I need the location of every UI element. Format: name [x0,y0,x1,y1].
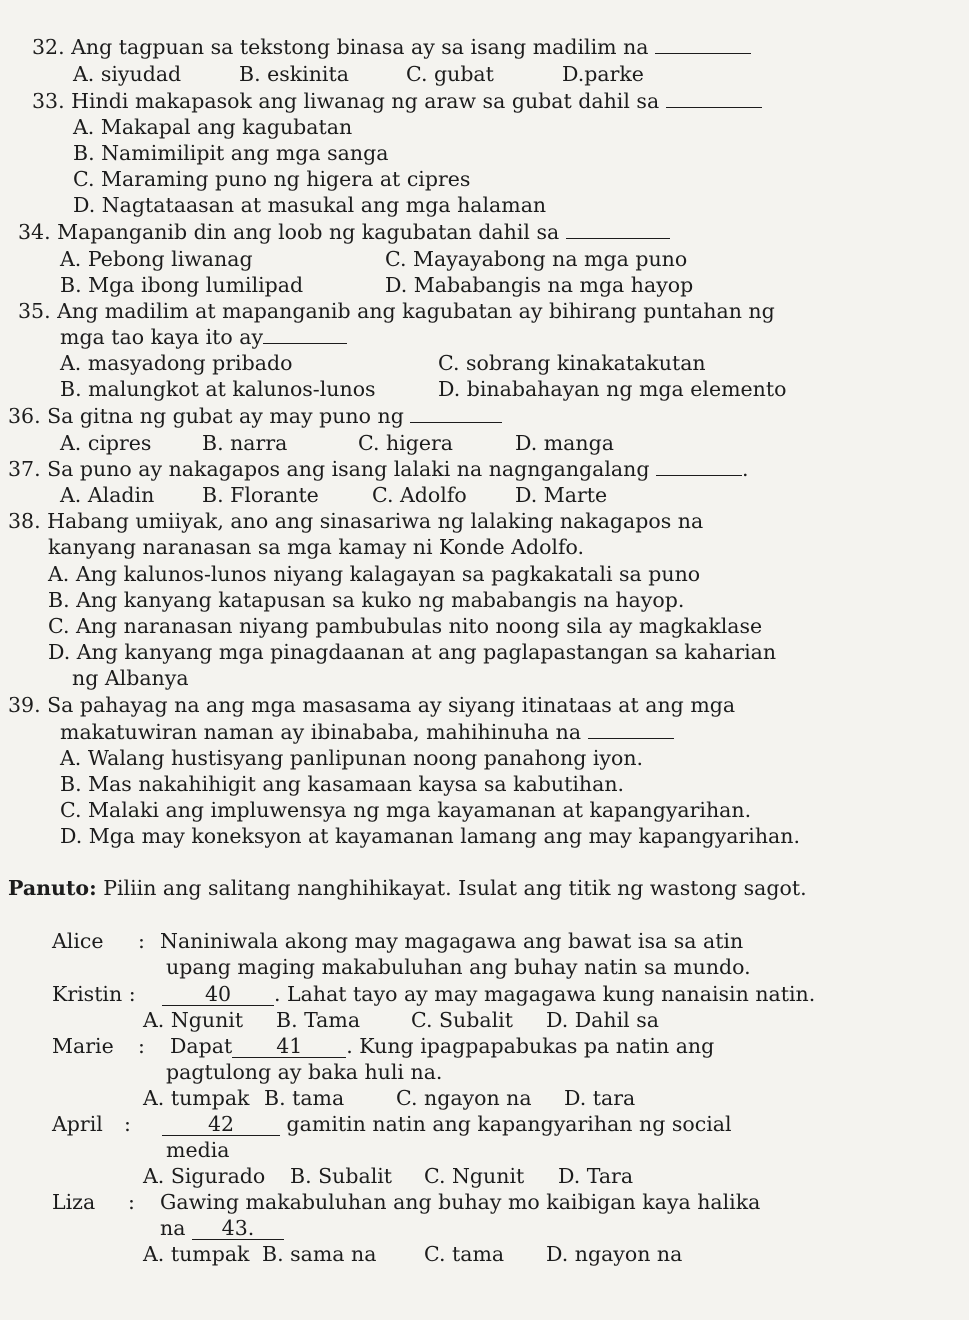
question-33-stem: 33. Hindi makapasok ang liwanag ng araw sa gubat dahil sa [32,88,762,114]
colon: : [138,929,145,953]
option: D. manga [515,431,614,455]
april-line-cont: media [166,1138,230,1162]
option: D. Marte [515,483,608,507]
option: B. Mas nakahihigit ang kasamaan kaysa sa kabutihan. [60,772,625,796]
question-36-stem: 36. Sa gitna ng gubat ay may puno ng [8,403,502,429]
option: A. cipres [60,431,152,455]
speaker-alice: Alice [52,929,104,953]
option: A. tumpak [143,1086,250,1110]
option: A. Aladin [60,483,155,507]
option: D. Mga may koneksyon at kayamanan lamang ang may kapangyarihan. [60,824,800,848]
question-38-stem-cont: kanyang naranasan sa mga kamay ni Konde Adolfo. [48,535,585,559]
option: A. masyadong pribado [60,351,293,375]
marie-line: Dapat 41 . Kung ipagpapabukas pa natin ang [170,1034,715,1058]
option: C. tama [424,1242,505,1266]
answer-blank [666,89,762,108]
question-34-stem: 34. Mapanganib din ang loob ng kagubatan dahil sa [18,219,670,245]
answer-blank [588,720,674,739]
answer-blank [655,35,751,54]
option: B. sama na [262,1242,377,1266]
option: B. tama [264,1086,345,1110]
colon: : [138,1034,145,1058]
question-35-stem-cont: mga tao kaya ito ay [60,324,347,350]
option: C. Ang naranasan niyang pambubulas nito noong sila ay magkaklase [48,614,763,638]
option: B. Namimilipit ang mga sanga [73,141,389,165]
april-line: 42 gamitin natin ang kapangyarihan ng social [162,1111,732,1137]
colon: : [128,1190,135,1214]
option: C. gubat [406,62,494,86]
option: C. Subalit [411,1008,513,1032]
colon: : [124,1112,131,1136]
question-32-stem: 32. Ang tagpuan sa tekstong binasa ay sa isang madilim na [32,34,751,60]
alice-line-cont: upang maging makabuluhan ang buhay natin sa mundo. [166,955,751,979]
answer-blank-42: 42 [162,1113,280,1136]
liza-line-cont: na 43. [160,1215,284,1241]
option: A. Pebong liwanag [60,247,253,271]
option: A. tumpak [143,1242,250,1266]
option-cont: ng Albanya [72,666,189,690]
marie-line-cont: pagtulong ay baka huli na. [166,1060,443,1084]
answer-blank [410,404,502,423]
option: C. Maraming puno ng higera at cipres [73,167,471,191]
option: C. Malaki ang impluwensya ng mga kayamanan at kapangyarihan. [60,798,752,822]
option: C. Ngunit [424,1164,525,1188]
option: D. tara [564,1086,636,1110]
question-38-stem: 38. Habang umiiyak, ano ang sinasariwa ng lalaking nakagapos na [8,509,704,533]
question-39-stem-cont: makatuwiran naman ay ibinababa, mahihinuha na [60,719,674,745]
directions: Panuto: Piliin ang salitang nanghihikayat. Isulat ang titik ng wastong sagot. [8,876,807,900]
option: A. Ang kalunos-lunos niyang kalagayan sa pagkakatali sa puno [48,562,701,586]
option: A. Makapal ang kagubatan [73,115,353,139]
option: D. binabahayan ng mga elemento [438,377,787,401]
speaker-april: April [52,1112,103,1136]
option: D. Ang kanyang mga pinagdaanan at ang paglapastangan sa kaharian [48,640,777,664]
option: B. malungkot at kalunos-lunos [60,377,376,401]
liza-line: Gawing makabuluhan ang buhay mo kaibigan kaya halika [160,1190,761,1214]
option: A. siyudad [73,62,182,86]
answer-blank [263,325,347,344]
option: C. higera [358,431,454,455]
answer-blank [566,220,670,239]
option: D.parke [562,62,644,86]
option: B. Tama [276,1008,361,1032]
option: C. sobrang kinakatakutan [438,351,706,375]
option: B. Mga ibong lumilipad [60,273,304,297]
speaker-marie: Marie [52,1034,114,1058]
speaker-kristin: Kristin : [52,982,136,1006]
directions-label: Panuto: [8,876,97,900]
question-39-stem: 39. Sa pahayag na ang mga masasama ay siyang itinataas at ang mga [8,693,736,717]
option: D. Mababangis na mga hayop [385,273,694,297]
option: D. Nagtataasan at masukal ang mga halaman [73,193,547,217]
speaker-liza: Liza [52,1190,96,1214]
option: B. eskinita [239,62,349,86]
question-35-stem: 35. Ang madilim at mapanganib ang kagubatan ay bihirang puntahan ng [18,299,775,323]
alice-line: Naniniwala akong may magagawa ang bawat isa sa atin [160,929,744,953]
option: A. Sigurado [143,1164,266,1188]
option: A. Ngunit [143,1008,244,1032]
answer-blank [656,457,742,476]
answer-blank-41: 41 [232,1035,346,1058]
option: B. Ang kanyang katapusan sa kuko ng mababangis na hayop. [48,588,685,612]
answer-blank-43: 43. [192,1217,284,1240]
option: D. ngayon na [546,1242,683,1266]
option: C. Mayayabong na mga puno [385,247,688,271]
option: B. Subalit [290,1164,393,1188]
option: B. Florante [202,483,319,507]
kristin-line: 40 . Lahat tayo ay may magagawa kung nanaisin natin. [162,981,815,1007]
option: A. Walang hustisyang panlipunan noong panahong iyon. [60,746,644,770]
option: C. ngayon na [396,1086,532,1110]
option: C. Adolfo [372,483,467,507]
question-37-stem: 37. Sa puno ay nakagapos ang isang lalaki na nagngangalang . [8,457,749,481]
answer-blank-40: 40 [162,983,274,1006]
option: D. Dahil sa [546,1008,659,1032]
option: B. narra [202,431,288,455]
option: D. Tara [558,1164,634,1188]
